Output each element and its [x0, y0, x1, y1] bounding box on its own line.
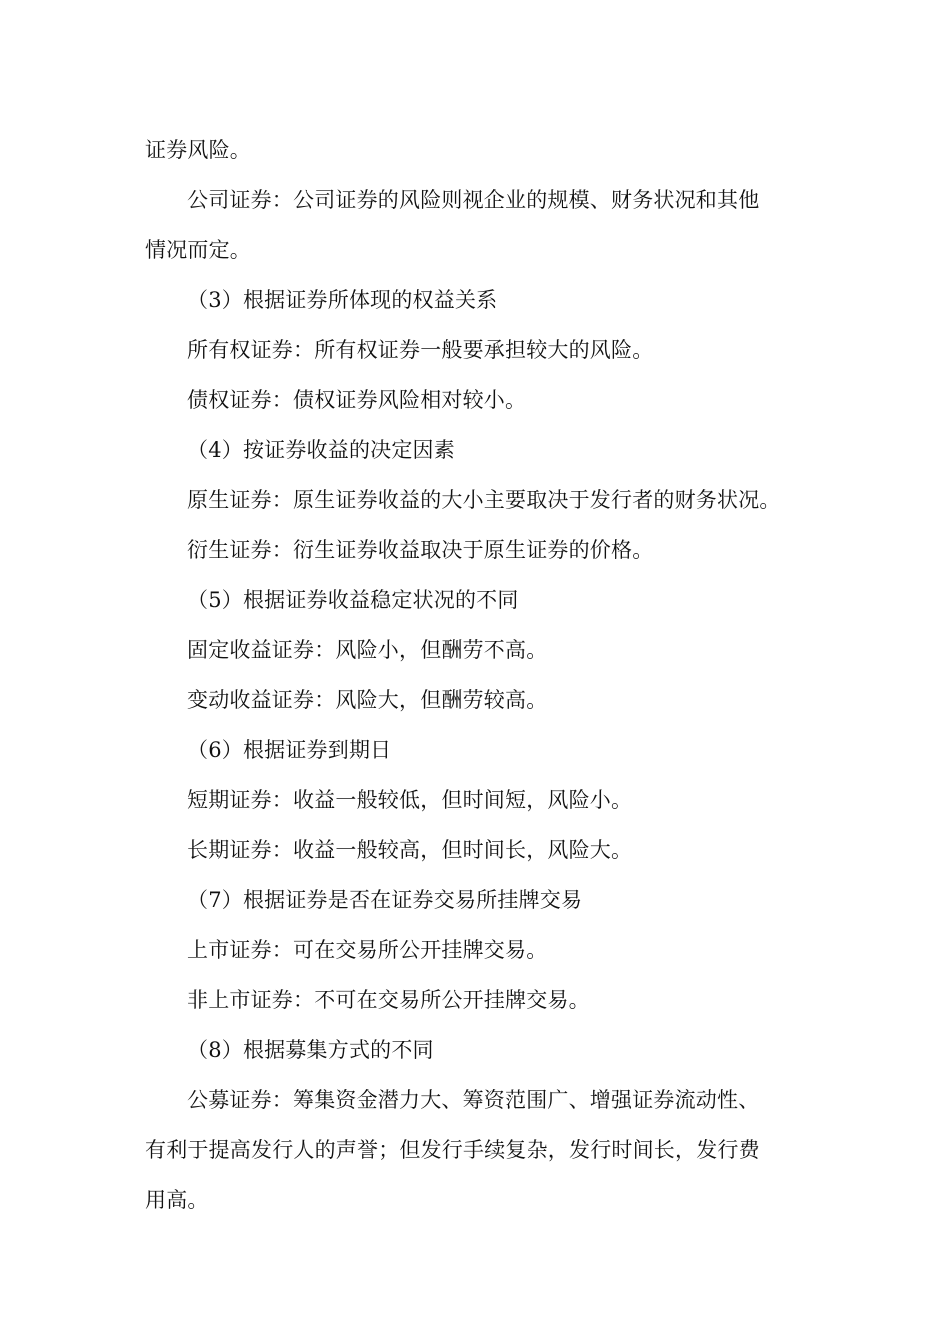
- paragraph-line: 变动收益证券：风险大，但酬劳较高。: [187, 688, 548, 712]
- paragraph-line: 公司证券：公司证券的风险则视企业的规模、财务状况和其他: [187, 188, 760, 212]
- section-heading: （4）按证券收益的决定因素: [187, 438, 455, 462]
- paragraph-line: 非上市证券：不可在交易所公开挂牌交易。: [187, 988, 590, 1012]
- paragraph-line: 短期证券：收益一般较低，但时间短，风险小。: [187, 788, 633, 812]
- section-heading: （8）根据募集方式的不同: [187, 1038, 434, 1062]
- paragraph-line: 债权证券：债权证券风险相对较小。: [187, 388, 527, 412]
- section-heading: （5）根据证券收益稳定状况的不同: [187, 588, 519, 612]
- paragraph-line: 有利于提高发行人的声誉；但发行手续复杂，发行时间长，发行费: [145, 1138, 760, 1162]
- paragraph-line: 长期证券：收益一般较高，但时间长，风险大。: [187, 838, 633, 862]
- paragraph-line: 用高。: [145, 1188, 209, 1212]
- paragraph-line: 证券风险。: [145, 138, 251, 162]
- paragraph-line: 上市证券：可在交易所公开挂牌交易。: [187, 938, 548, 962]
- section-heading: （3）根据证券所体现的权益关系: [187, 288, 498, 312]
- section-heading: （7）根据证券是否在证券交易所挂牌交易: [187, 888, 583, 912]
- paragraph-line: 固定收益证券：风险小，但酬劳不高。: [187, 638, 548, 662]
- paragraph-line: 公募证券：筹集资金潜力大、筹资范围广、增强证券流动性、: [187, 1088, 760, 1112]
- paragraph-line: 情况而定。: [145, 238, 251, 262]
- paragraph-line: 原生证券：原生证券收益的大小主要取决于发行者的财务状况。: [187, 488, 781, 512]
- section-heading: （6）根据证券到期日: [187, 738, 392, 762]
- paragraph-line: 所有权证券：所有权证券一般要承担较大的风险。: [187, 338, 654, 362]
- paragraph-line: 衍生证券：衍生证券收益取决于原生证券的价格。: [187, 538, 654, 562]
